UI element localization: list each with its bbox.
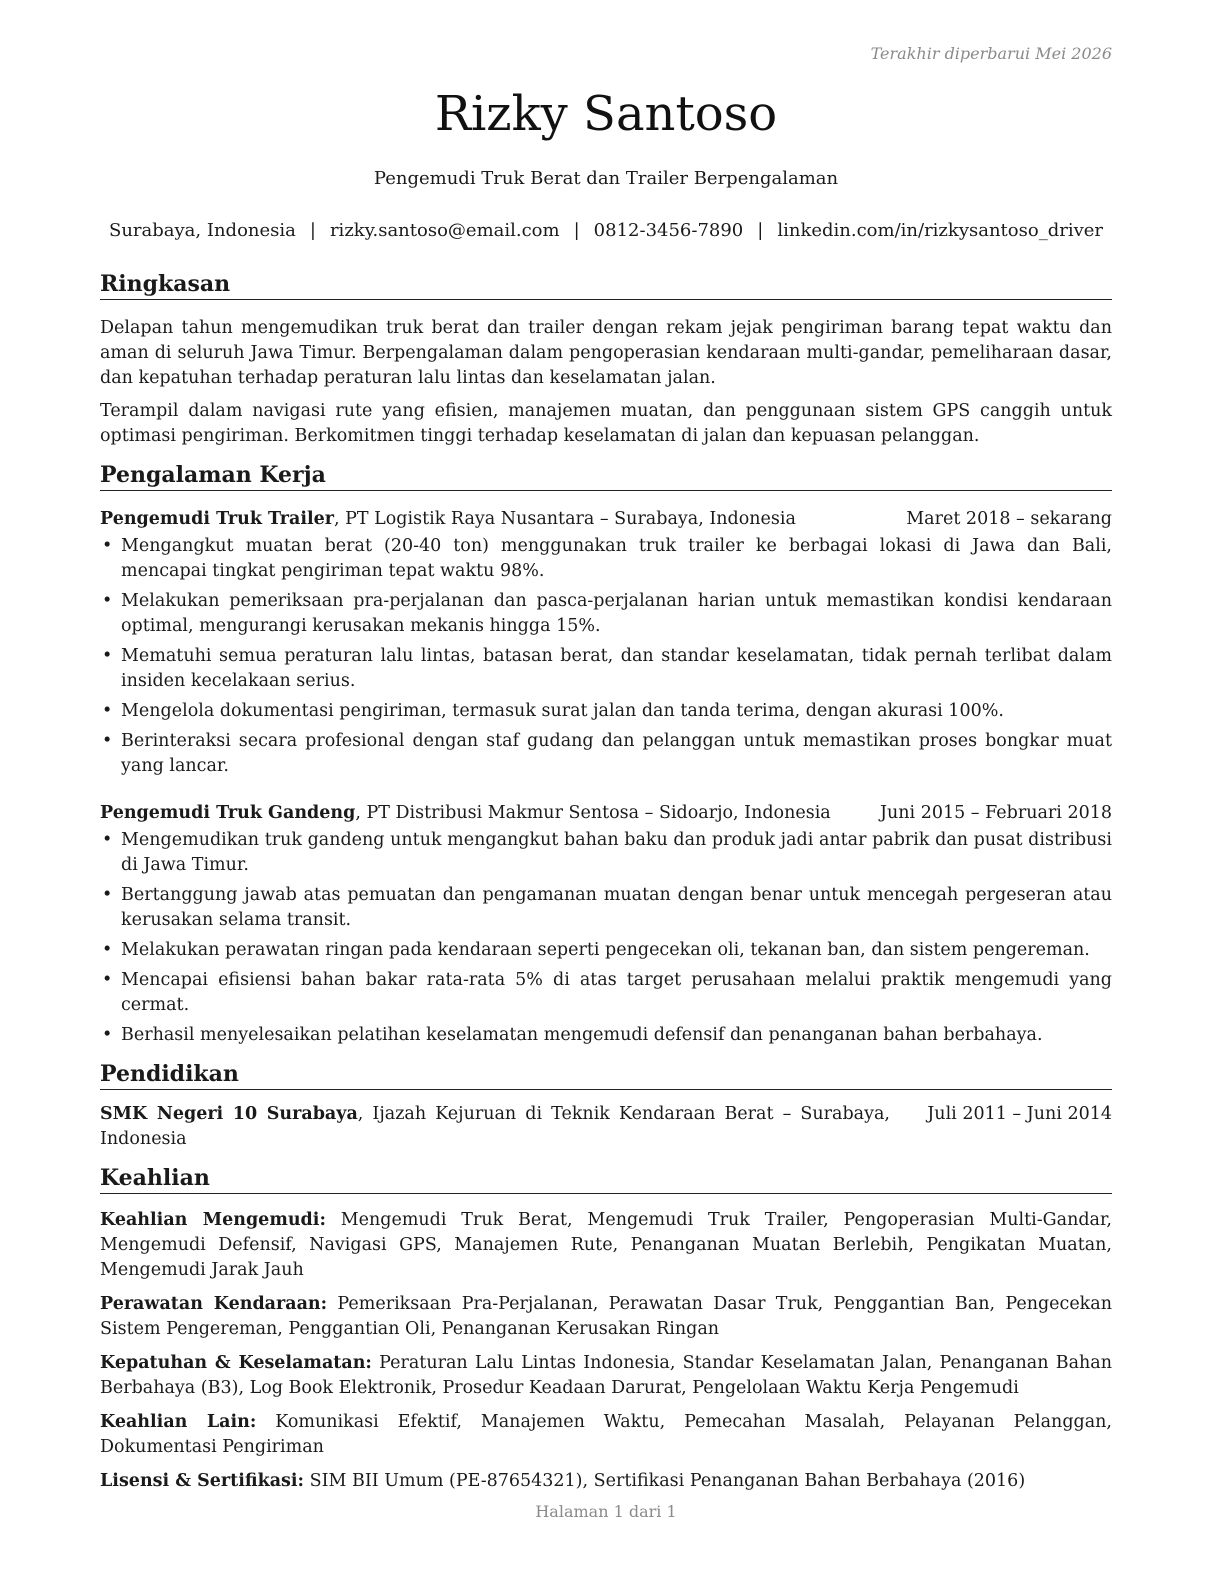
bullet-text: Berhasil menyelesaikan pelatihan keselamatan mengemudi defensif dan penanganan bahan berbahaya.	[121, 1025, 1043, 1045]
job-bullets	[100, 534, 1112, 779]
bullet-text: Bertanggung jawab atas pemuatan dan pengamanan muatan dengan benar untuk mencegah pergeseran atau kerusakan selama transit.	[121, 885, 1112, 930]
list-item	[100, 534, 1112, 584]
job-heading	[100, 801, 831, 826]
bullet-icon: •	[102, 591, 113, 611]
skills-section	[100, 1164, 1112, 1494]
skill-label: Keahlian Lain:	[100, 1412, 257, 1432]
bullet-text: Melakukan perawatan ringan pada kendaraan seperti pengecekan oli, tekanan ban, dan sistem pengereman.	[121, 940, 1090, 960]
school-name: SMK Negeri 10 Surabaya	[100, 1104, 358, 1124]
bullet-icon: •	[102, 536, 113, 556]
skill-label: Lisensi & Sertifikasi:	[100, 1471, 305, 1491]
skill-group	[100, 1469, 1112, 1494]
bullet-icon: •	[102, 970, 113, 990]
contact-separator: |	[309, 220, 316, 241]
section-title-skills: Keahlian	[100, 1164, 1112, 1194]
list-item	[100, 589, 1112, 639]
bullet-text: Mengelola dokumentasi pengiriman, termasuk surat jalan dan tanda terima, dengan akurasi 100%.	[121, 701, 1004, 721]
list-item	[100, 968, 1112, 1018]
tagline: Pengemudi Truk Berat dan Trailer Berpengalaman	[373, 168, 839, 189]
contact-email[interactable]: rizky.santoso@email.com	[329, 220, 560, 241]
education-dates: Juli 2011 – Juni 2014	[927, 1104, 1112, 1124]
section-title-education: Pendidikan	[100, 1060, 1112, 1090]
bullet-text: Mengangkut muatan berat (20-40 ton) menggunakan truk trailer ke berbagai lokasi di Jawa dan Bali, mencapai tingkat pengiriman tepat waktu 98%.	[121, 536, 1112, 581]
contact-separator: |	[573, 220, 580, 241]
bullet-text: Mematuhi semua peraturan lalu lintas, batasan berat, dan standar keselamatan, tidak pernah terlibat dalam insiden kecelakaan serius.	[121, 646, 1112, 691]
contact-line	[100, 220, 1112, 241]
job-role: Pengemudi Truk Gandeng	[100, 803, 356, 823]
list-item	[100, 938, 1112, 963]
skill-text: Mengemudi Truk Berat, Mengemudi Truk Trailer, Pengoperasian Multi-Gandar, Mengemudi Defensif, Navigasi GPS, Manajemen Rute, Penanganan Muatan Berlebih, Pengikatan Muatan, Mengemudi Jarak Jauh	[100, 1210, 1112, 1280]
job-role: Pengemudi Truk Trailer	[100, 509, 335, 529]
resume-content	[100, 270, 1112, 1506]
list-item	[100, 883, 1112, 933]
bullet-text: Mencapai efisiensi bahan bakar rata-rata 5% di atas target perusahaan melalui praktik mengemudi yang cermat.	[121, 970, 1112, 1015]
contact-linkedin[interactable]: linkedin.com/in/rizkysantoso_driver	[777, 220, 1104, 241]
skill-group	[100, 1351, 1112, 1401]
summary-paragraph: Terampil dalam navigasi rute yang efisien, manajemen muatan, dan penggunaan sistem GPS canggih untuk optimasi pengiriman. Berkomitmen tinggi terhadap keselamatan di jalan dan kepuasan pelanggan.	[100, 401, 1112, 446]
page-number: Halaman 1 dari 1	[535, 1502, 677, 1521]
contact-separator: |	[757, 220, 764, 241]
education-detail: , Ijazah Kejuruan di Teknik Kendaraan Berat – Surabaya, Indonesia	[100, 1104, 890, 1149]
skill-label: Perawatan Kendaraan:	[100, 1294, 328, 1314]
list-item	[100, 1023, 1112, 1048]
job-header	[100, 801, 1112, 826]
bullet-text: Melakukan pemeriksaan pra-perjalanan dan pasca-perjalanan harian untuk memastikan kondisi kendaraan optimal, mengurangi kerusakan mekanis hingga 15%.	[121, 591, 1112, 636]
skill-text: SIM BII Umum (PE-87654321), Sertifikasi Penanganan Bahan Berbahaya (2016)	[304, 1471, 1026, 1491]
skill-text: Komunikasi Efektif, Manajemen Waktu, Pemecahan Masalah, Pelayanan Pelanggan, Dokumentasi Pengiriman	[100, 1412, 1112, 1457]
section-title-summary: Ringkasan	[100, 270, 1112, 300]
list-item	[100, 729, 1112, 779]
education-section	[100, 1060, 1112, 1152]
job-header	[100, 507, 1112, 532]
skill-label: Kepatuhan & Keselamatan:	[100, 1353, 372, 1373]
resume-page	[100, 0, 1112, 1584]
bullet-icon: •	[102, 646, 113, 666]
last-updated: Terakhir diperbarui Mei 2026	[870, 44, 1112, 63]
skill-text: Pemeriksaan Pra-Perjalanan, Perawatan Dasar Truk, Penggantian Ban, Pengecekan Sistem Pengereman, Penggantian Oli, Penanganan Kerusakan Ringan	[100, 1294, 1112, 1339]
bullet-icon: •	[102, 940, 113, 960]
bullet-icon: •	[102, 830, 113, 850]
contact-location: Surabaya, Indonesia	[108, 220, 296, 241]
job-dates: Juni 2015 – Februari 2018	[879, 803, 1112, 823]
experience-section	[100, 461, 1112, 1048]
summary-paragraph: Delapan tahun mengemudikan truk berat dan trailer dengan rekam jejak pengiriman barang tepat waktu dan aman di seluruh Jawa Timur. Berpengalaman dalam pengoperasian kendaraan multi-gandar, pemeliharaan dasar, dan kepatuhan terhadap peraturan lalu lintas dan keselamatan jalan.	[100, 318, 1112, 388]
education-heading	[100, 1102, 890, 1152]
summary-section	[100, 270, 1112, 449]
list-item	[100, 828, 1112, 878]
skill-group	[100, 1208, 1112, 1283]
skill-text: Peraturan Lalu Lintas Indonesia, Standar Keselamatan Jalan, Penanganan Bahan Berbahaya (B3), Log Book Elektronik, Prosedur Keadaan Darurat, Pengelolaan Waktu Kerja Pengemudi	[100, 1353, 1112, 1398]
education-entry	[100, 1102, 1112, 1152]
bullet-icon: •	[102, 731, 113, 751]
job-heading	[100, 507, 796, 532]
job-company: , PT Logistik Raya Nusantara – Surabaya, Indonesia	[334, 509, 796, 529]
bullet-icon: •	[102, 885, 113, 905]
bullet-text: Berinteraksi secara profesional dengan staf gudang dan pelanggan untuk memastikan proses bongkar muat yang lancar.	[121, 731, 1112, 776]
skill-label: Keahlian Mengemudi:	[100, 1210, 326, 1230]
list-item	[100, 699, 1112, 724]
contact-phone: 0812-3456-7890	[593, 220, 744, 241]
candidate-name: Rizky Santoso	[434, 86, 778, 142]
bullet-icon: •	[102, 701, 113, 721]
bullet-text: Mengemudikan truk gandeng untuk mengangkut bahan baku dan produk jadi antar pabrik dan pusat distribusi di Jawa Timur.	[121, 830, 1112, 875]
skill-group	[100, 1410, 1112, 1460]
bullet-icon: •	[102, 1025, 113, 1045]
section-title-experience: Pengalaman Kerja	[100, 461, 1112, 491]
job-company: , PT Distribusi Makmur Sentosa – Sidoarjo, Indonesia	[355, 803, 831, 823]
job-dates: Maret 2018 – sekarang	[906, 509, 1112, 529]
list-item	[100, 644, 1112, 694]
job-bullets	[100, 828, 1112, 1048]
skill-group	[100, 1292, 1112, 1342]
